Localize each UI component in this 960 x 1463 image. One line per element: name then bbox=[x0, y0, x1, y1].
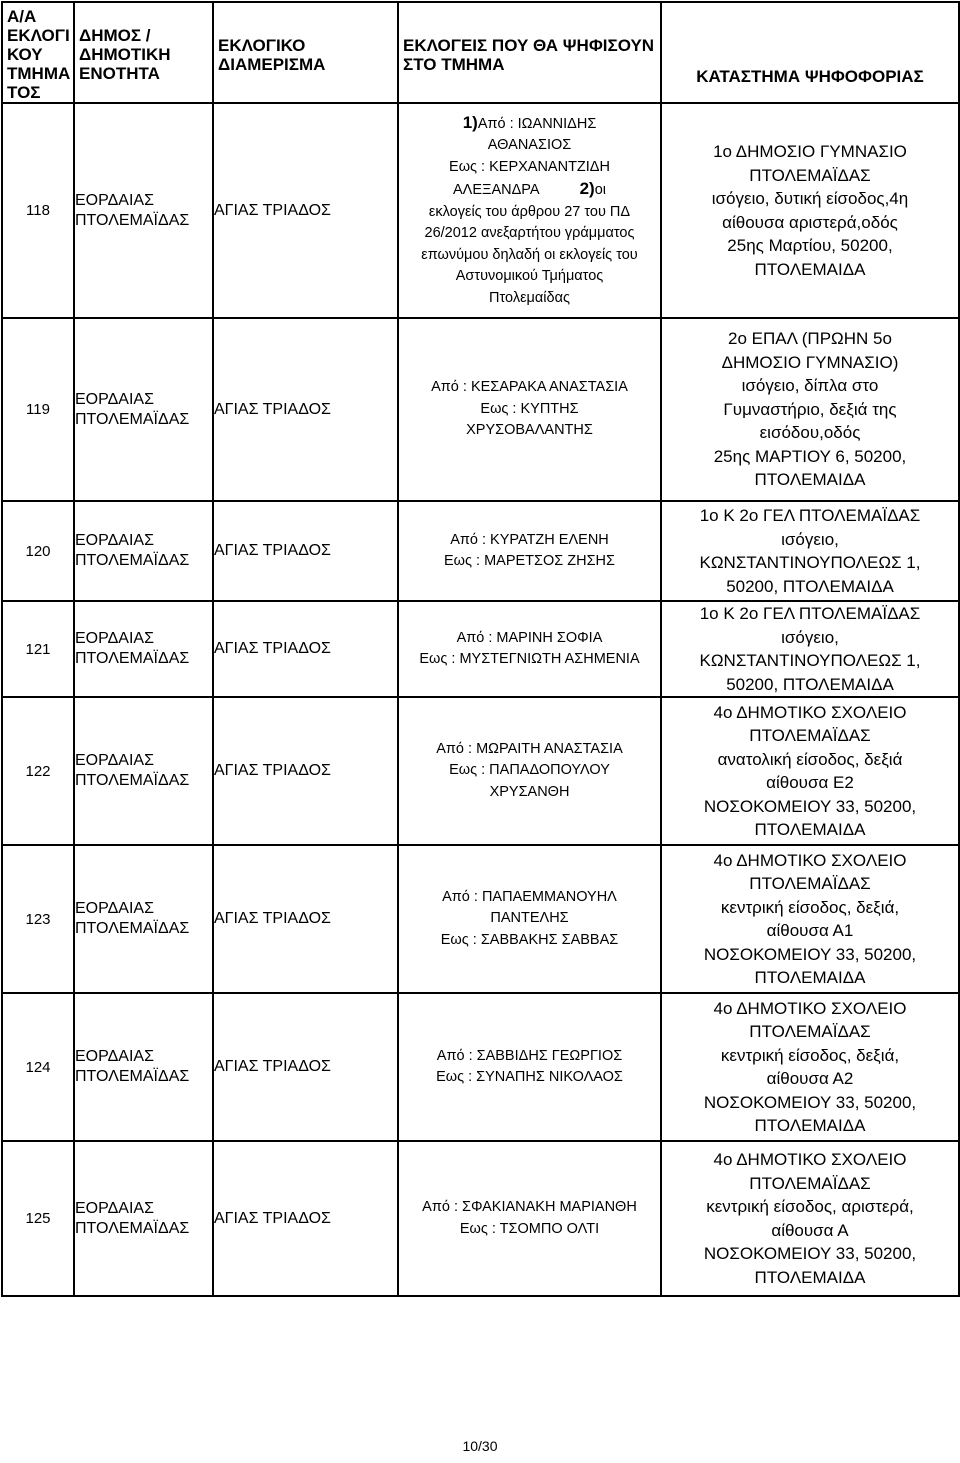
table-row bbox=[2, 501, 959, 601]
table-row bbox=[2, 993, 959, 1141]
voters-extra: οι εκλογείς του άρθρου 27 του ΠΔ 26/2012 ανεξαρτήτου γράμματος επωνύμου δηλαδή οι εκλογείς του Αστυνομικού Τμήματος Πτολεμαίδας bbox=[421, 182, 638, 306]
table-row bbox=[2, 697, 959, 845]
diamerisma-cell: ΑΓΙΑΣ ΤΡΙΑΔΟΣ bbox=[213, 697, 398, 845]
polling-place-cell: 4ο ΔΗΜΟΤΙΚΟ ΣΧΟΛΕΙΟ ΠΤΟΛΕΜΑΪΔΑΣ ανατολική είσοδος, δεξιά αίθουσα Ε2 ΝΟΣΟΚΟΜΕΙΟΥ 33, 50200, ΠΤΟΛΕΜΑΙΔΑ bbox=[661, 697, 959, 845]
diamerisma-cell: ΑΓΙΑΣ ΤΡΙΑΔΟΣ bbox=[213, 845, 398, 993]
table-row bbox=[2, 318, 959, 501]
voters-cell: Από : ΜΑΡΙΝΗ ΣΟΦΙΑ Εως : ΜΥΣΤΕΓΝΙΩΤΗ ΑΣΗΜΕΝΙΑ bbox=[398, 601, 661, 697]
diamerisma-cell: ΑΓΙΑΣ ΤΡΙΑΔΟΣ bbox=[213, 103, 398, 318]
voters-cell: Από : ΣΦΑΚΙΑΝΑΚΗ ΜΑΡΙΑΝΘΗ Εως : ΤΣΟΜΠΟ ΟΛΤΙ bbox=[398, 1141, 661, 1296]
table-row bbox=[2, 103, 959, 318]
row-number: 123 bbox=[2, 845, 74, 993]
dimos-cell: ΕΟΡΔΑΙΑΣ ΠΤΟΛΕΜΑΪΔΑΣ bbox=[74, 845, 213, 993]
voters-cell: Από : ΚΕΣΑΡΑΚΑ ΑΝΑΣΤΑΣΙΑ Εως : ΚΥΠΤΗΣ ΧΡΥΣΟΒΑΛΑΝΤΗΣ bbox=[398, 318, 661, 501]
row-number: 119 bbox=[2, 318, 74, 501]
table-row bbox=[2, 601, 959, 697]
voters-range: 1)Από : ΙΩΑΝΝΙΔΗΣ ΑΘΑΝΑΣΙΟΣ Εως : ΚΕΡΧΑΝΑΝΤΖΙΔΗ ΑΛΕΞΑΝΔΡΑ 2)οι εκλογείς του άρθρου 27 του ΠΔ 26/2012 ανεξαρτήτου γράμματος επωνύμου δηλαδή οι εκλογείς του Αστυνομικού Τμήματος Πτολεμαίδας bbox=[421, 112, 638, 306]
dimos-cell: ΕΟΡΔΑΙΑΣ ΠΤΟΛΕΜΑΪΔΑΣ bbox=[74, 501, 213, 601]
row-number: 118 bbox=[2, 103, 74, 318]
row-number: 124 bbox=[2, 993, 74, 1141]
polling-stations-table bbox=[1, 1, 960, 1297]
polling-place-cell: 1ο ΔΗΜΟΣΙΟ ΓΥΜΝΑΣΙΟ ΠΤΟΛΕΜΑΪΔΑΣ ισόγειο, δυτική είσοδος,4η αίθουσα αριστερά,οδός 25ης Μαρτίου, 50200, ΠΤΟΛΕΜΑΙΔΑ bbox=[661, 103, 959, 318]
row-number: 122 bbox=[2, 697, 74, 845]
row-number: 125 bbox=[2, 1141, 74, 1296]
dimos-cell: ΕΟΡΔΑΙΑΣ ΠΤΟΛΕΜΑΪΔΑΣ bbox=[74, 697, 213, 845]
header-voters: ΕΚΛΟΓΕΙΣ ΠΟΥ ΘΑ ΨΗΦΙΣΟΥΝ ΣΤΟ ΤΜΗΜΑ bbox=[398, 2, 661, 103]
voters-cell: Από : ΚΥΡΑΤΖΗ ΕΛΕΝΗ Εως : ΜΑΡΕΤΣΟΣ ΖΗΣΗΣ bbox=[398, 501, 661, 601]
header-diamerisma: ΕΚΛΟΓΙΚΟ ΔΙΑΜΕΡΙΣΜΑ bbox=[213, 2, 398, 103]
row-number: 120 bbox=[2, 501, 74, 601]
diamerisma-cell: ΑΓΙΑΣ ΤΡΙΑΔΟΣ bbox=[213, 601, 398, 697]
polling-place-cell: 4ο ΔΗΜΟΤΙΚΟ ΣΧΟΛΕΙΟ ΠΤΟΛΕΜΑΪΔΑΣ κεντρική είσοδος, δεξιά, αίθουσα Α1 ΝΟΣΟΚΟΜΕΙΟΥ 33, 50200, ΠΤΟΛΕΜΑΙΔΑ bbox=[661, 845, 959, 993]
table-row bbox=[2, 1141, 959, 1296]
diamerisma-cell: ΑΓΙΑΣ ΤΡΙΑΔΟΣ bbox=[213, 318, 398, 501]
polling-place-cell: 1ο Κ 2ο ΓΕΛ ΠΤΟΛΕΜΑΪΔΑΣ ισόγειο, ΚΩΝΣΤΑΝΤΙΝΟΥΠΟΛΕΩΣ 1, 50200, ΠΤΟΛΕΜΑΙΔΑ bbox=[661, 601, 959, 697]
diamerisma-cell: ΑΓΙΑΣ ΤΡΙΑΔΟΣ bbox=[213, 993, 398, 1141]
polling-place-cell: 4ο ΔΗΜΟΤΙΚΟ ΣΧΟΛΕΙΟ ΠΤΟΛΕΜΑΪΔΑΣ κεντρική είσοδος, αριστερά, αίθουσα Α ΝΟΣΟΚΟΜΕΙΟΥ 33, 50200, ΠΤΟΛΕΜΑΙΔΑ bbox=[661, 1141, 959, 1296]
polling-place-cell: 2ο ΕΠΑΛ (ΠΡΩΗΝ 5ο ΔΗΜΟΣΙΟ ΓΥΜΝΑΣΙΟ) ισόγειο, δίπλα στο Γυμναστήριο, δεξιά της εισόδου,οδός 25ης ΜΑΡΤΙΟΥ 6, 50200, ΠΤΟΛΕΜΑΙΔΑ bbox=[661, 318, 959, 501]
row-number: 121 bbox=[2, 601, 74, 697]
polling-place-cell: 1ο Κ 2ο ΓΕΛ ΠΤΟΛΕΜΑΪΔΑΣ ισόγειο, ΚΩΝΣΤΑΝΤΙΝΟΥΠΟΛΕΩΣ 1, 50200, ΠΤΟΛΕΜΑΙΔΑ bbox=[661, 501, 959, 601]
voters-cell: Από : ΣΑΒΒΙΔΗΣ ΓΕΩΡΓΙΟΣ Εως : ΣΥΝΑΠΗΣ ΝΙΚΟΛΑΟΣ bbox=[398, 993, 661, 1141]
marker-2: 2) bbox=[579, 179, 595, 199]
marker-1: 1) bbox=[462, 112, 478, 132]
header-katastima: ΚΑΤΑΣΤΗΜΑ ΨΗΦΟΦΟΡΙΑΣ bbox=[661, 2, 959, 103]
diamerisma-cell: ΑΓΙΑΣ ΤΡΙΑΔΟΣ bbox=[213, 501, 398, 601]
dimos-cell: ΕΟΡΔΑΙΑΣ ΠΤΟΛΕΜΑΪΔΑΣ bbox=[74, 103, 213, 318]
polling-place-cell: 4ο ΔΗΜΟΤΙΚΟ ΣΧΟΛΕΙΟ ΠΤΟΛΕΜΑΪΔΑΣ κεντρική είσοδος, δεξιά, αίθουσα Α2 ΝΟΣΟΚΟΜΕΙΟΥ 33, 50200, ΠΤΟΛΕΜΑΙΔΑ bbox=[661, 993, 959, 1141]
header-row bbox=[2, 2, 959, 103]
voters-cell: Από : ΜΩΡΑΙΤΗ ΑΝΑΣΤΑΣΙΑ Εως : ΠΑΠΑΔΟΠΟΥΛΟΥ ΧΡΥΣΑΝΘΗ bbox=[398, 697, 661, 845]
page-number: 10/30 bbox=[462, 1438, 498, 1454]
dimos-cell: ΕΟΡΔΑΙΑΣ ΠΤΟΛΕΜΑΪΔΑΣ bbox=[74, 1141, 213, 1296]
voters-cell: Από : ΠΑΠΑΕΜΜΑΝΟΥΗΛ ΠΑΝΤΕΛΗΣ Εως : ΣΑΒΒΑΚΗΣ ΣΑΒΒΑΣ bbox=[398, 845, 661, 993]
header-dimos: ΔΗΜΟΣ / ΔΗΜΟΤΙΚΗ ΕΝΟΤΗΤΑ bbox=[74, 2, 213, 103]
header-aa: Α/Α ΕΚΛΟΓΙ ΚΟΥ ΤΜΗΜΑ ΤΟΣ bbox=[2, 2, 74, 103]
dimos-cell: ΕΟΡΔΑΙΑΣ ΠΤΟΛΕΜΑΪΔΑΣ bbox=[74, 601, 213, 697]
dimos-cell: ΕΟΡΔΑΙΑΣ ΠΤΟΛΕΜΑΪΔΑΣ bbox=[74, 318, 213, 501]
voters-cell bbox=[398, 103, 661, 318]
dimos-cell: ΕΟΡΔΑΙΑΣ ΠΤΟΛΕΜΑΪΔΑΣ bbox=[74, 993, 213, 1141]
table-row bbox=[2, 845, 959, 993]
diamerisma-cell: ΑΓΙΑΣ ΤΡΙΑΔΟΣ bbox=[213, 1141, 398, 1296]
